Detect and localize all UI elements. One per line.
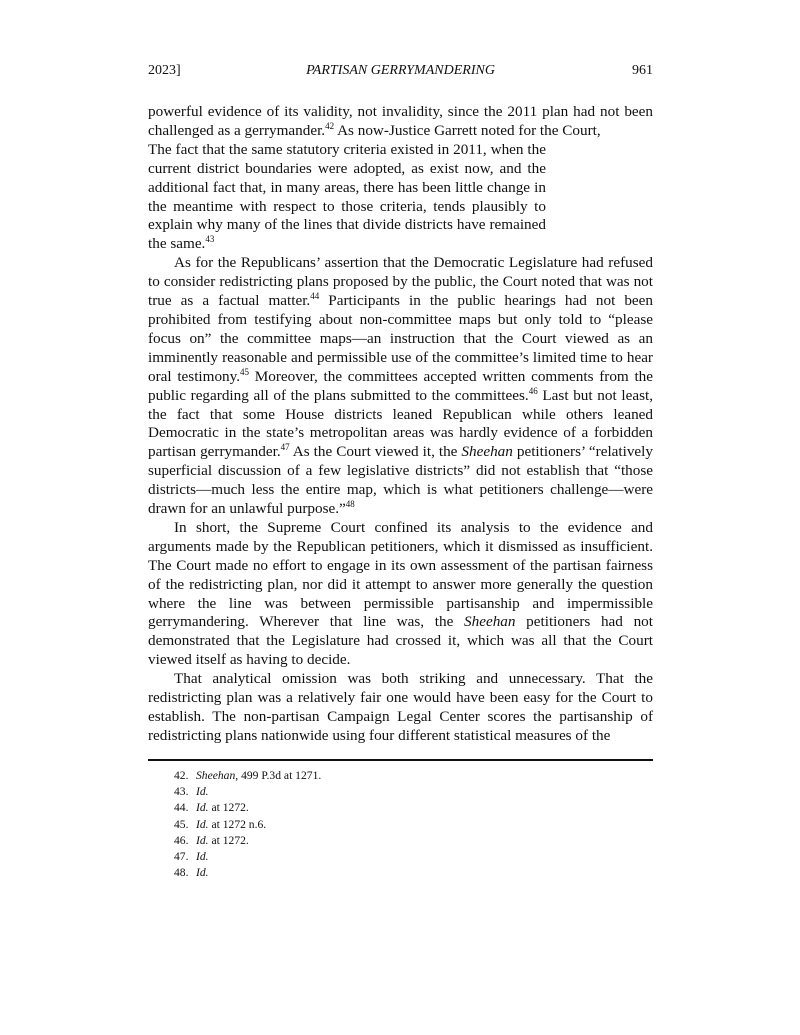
footnote-number: 42. (174, 769, 189, 782)
running-header (148, 63, 653, 83)
paragraph-text: That analytical omission was both striking and unnecessary. That the redistricting plan was a relatively fair one would have been easy for the Court to establish. The non-partisan Campaign Legal Center scores the partisanship of redistricting plans nationwide using four different statistical measures of the (148, 670, 653, 744)
footnote-cite: Id. (196, 833, 209, 847)
footnote-cite: Id. (196, 850, 209, 864)
footnote-divider (148, 759, 653, 761)
footnote-item (174, 817, 321, 833)
footnote-text: at 1272 n.6. (208, 817, 267, 831)
footnote-number: 47. (174, 850, 189, 864)
footnote-number: 45. (174, 817, 189, 831)
paragraph-text: As now-Justice Garrett noted for the Court, (334, 121, 601, 139)
footnote-item (174, 800, 321, 816)
footnote-cite: Id. (196, 785, 209, 799)
footnotes (174, 768, 321, 881)
footnote-cite: Sheehan (196, 769, 236, 782)
paragraph-text: petitioners had not demonstrated that the Legislature had crossed it, which was all that the Court viewed itself as having to decide. (148, 613, 653, 669)
paragraph-text: Last but not least, the fact that some House districts leaned Republican while others leaned Democratic in the state’s metropolitan areas was hardly evidence of a forbidden partisan gerrymander. (148, 386, 653, 461)
footnote-ref-46[interactable]: 46 (528, 385, 538, 396)
footnote-text: at 1272. (208, 801, 249, 815)
paragraph-1 (148, 103, 653, 141)
footnote-ref-48[interactable]: 48 (345, 499, 355, 510)
header-title: PARTISAN GERRYMANDERING (306, 63, 495, 78)
footnote-number: 44. (174, 801, 189, 815)
footnote-number: 43. (174, 785, 189, 799)
footnote-number: 48. (174, 866, 189, 880)
footnote-text: at 1272. (208, 833, 249, 847)
footnote-ref-43[interactable]: 43 (205, 234, 215, 245)
header-volume-year: 2023] (148, 63, 181, 78)
footnote-cite: Id. (196, 801, 209, 815)
paragraph-text: petitioners’ “relatively superficial discussion of a few legislative districts” did not establish that “those districts—much less the entire map, which is what petitioners challenge—were drawn for an unlawful purpose.” (148, 443, 653, 518)
footnote-cite: Id. (196, 817, 209, 831)
block-quote (148, 141, 546, 254)
footnote-item (174, 849, 321, 865)
footnote-ref-45[interactable]: 45 (240, 366, 250, 377)
footnote-cite: Id. (196, 866, 209, 880)
case-name-italic: Sheehan (464, 613, 516, 631)
article-body (148, 103, 653, 746)
footnote-item (174, 865, 321, 881)
footnote-item (174, 768, 321, 784)
paragraph-text: As for the Republicans’ assertion that the Democratic Legislature had refused to consider redistricting plans proposed by the public, the Court noted that was not true as a factual matter. (148, 254, 653, 310)
footnote-item (174, 833, 321, 849)
paragraph-text: Participants in the public hearings had not been prohibited from testifying about non-committee maps but only told to “please focus on” the committee maps—an instruction that the Court viewed as an imminently reasonable and permissible use of the committee’s limited time to hear oral testimony. (148, 292, 653, 385)
paragraph-2 (148, 254, 653, 519)
footnote-ref-42[interactable]: 42 (325, 120, 335, 131)
header-page-number: 961 (632, 63, 653, 78)
quote-text: The fact that the same statutory criteria existed in 2011, when the current district boundaries were adopted, as exist now, and the additional fact that, in many areas, there has been little change in the meantime with respect to those criteria, tends plausibly to explain why many of the lines that divide districts have remained the same. (148, 140, 546, 253)
paragraph-text: Moreover, the committees accepted written comments from the public regarding all of the plans submitted to the committees. (148, 367, 653, 404)
paragraph-text: In short, the Supreme Court confined its analysis to the evidence and arguments made by the Republican petitioners, which it dismissed as insufficient. The Court made no effort to engage in its own assessment of the partisan fairness of the redistricting plan, nor did it attempt to answer more generally the question where the line was between permissible partisanship and impermissible gerrymandering. Wherever that line was, the (148, 518, 653, 631)
footnote-ref-47[interactable]: 47 (280, 442, 290, 453)
footnote-text: , 499 P.3d at 1271. (235, 769, 322, 782)
paragraph-4 (148, 670, 653, 746)
paragraph-text: As the Court viewed it, the (289, 443, 462, 461)
footnote-number: 46. (174, 833, 189, 847)
paragraph-3 (148, 519, 653, 670)
footnote-ref-44[interactable]: 44 (310, 291, 320, 302)
footnote-item (174, 784, 321, 800)
case-name-italic: Sheehan (461, 443, 513, 461)
paragraph-text: powerful evidence of its validity, not invalidity, since the 2011 plan had not been challenged as a gerrymander. (148, 103, 653, 139)
